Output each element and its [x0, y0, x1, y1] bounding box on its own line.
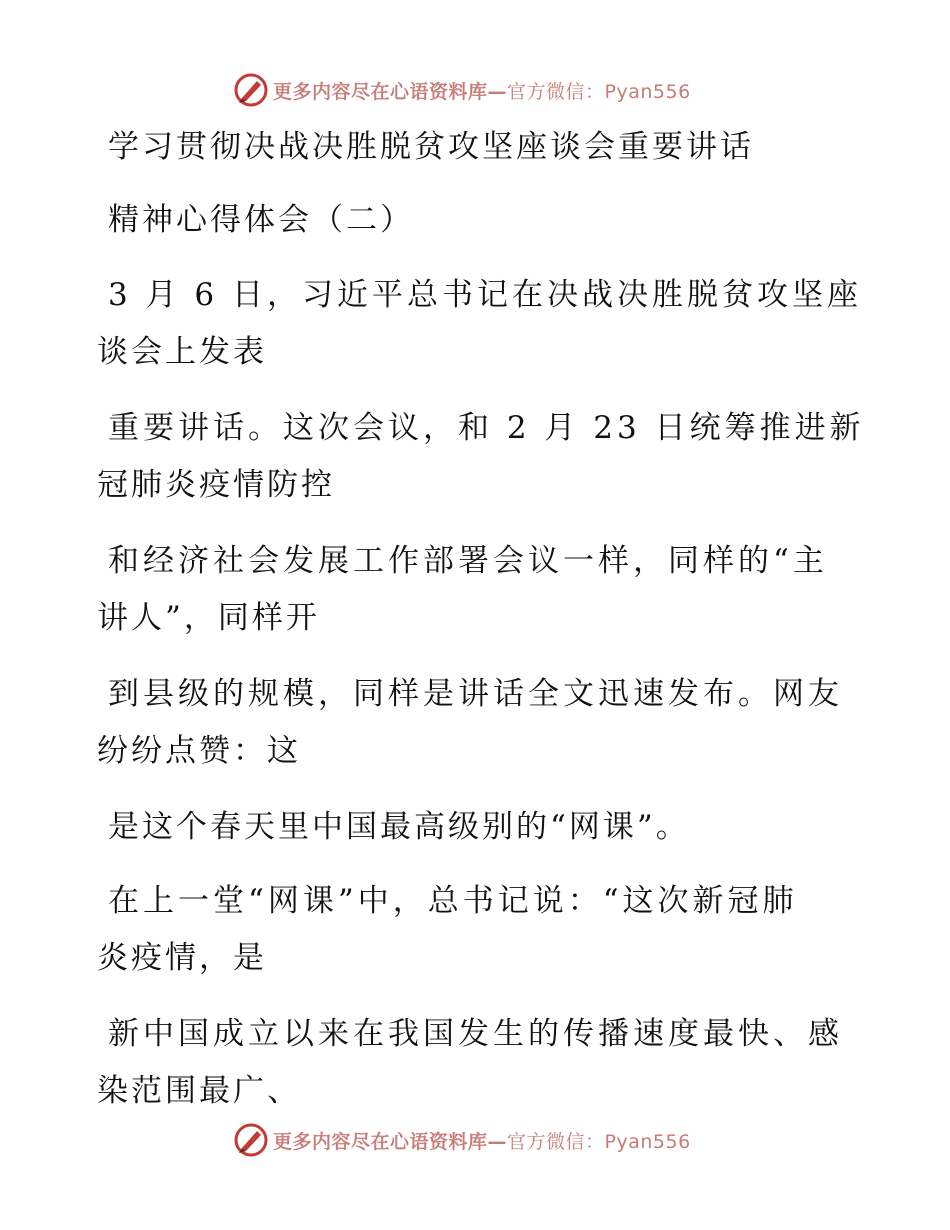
- pen-logo-icon: [233, 1122, 269, 1158]
- watermark-site-text: 更多内容尽在心语资料库—: [273, 80, 508, 103]
- body-line-6: 讲人”，同样开: [97, 600, 320, 636]
- body-line-1: 3 月 6 日，习近平总书记在决战决胜脱贫攻坚座: [108, 277, 863, 313]
- watermark-text: [273, 1127, 691, 1154]
- body-line-2: 谈会上发表: [97, 334, 267, 370]
- pen-logo-icon: [233, 72, 269, 108]
- watermark-contact-text: 官方微信：Pyan556: [507, 1130, 691, 1153]
- body-line-3: 重要讲话。这次会议，和 2 月 23 日统筹推进新: [108, 410, 865, 446]
- body-line-11: 炎疫情，是: [97, 940, 267, 976]
- body-line-13: 染范围最广、: [97, 1073, 301, 1109]
- watermark-banner-bottom: [233, 1120, 691, 1160]
- body-line-5: 和经济社会发展工作部署会议一样，同样的“主: [108, 543, 828, 579]
- body-line-8: 纷纷点赞：这: [97, 733, 301, 769]
- document-title-line-2: 精神心得体会（二）: [108, 202, 414, 238]
- body-line-4: 冠肺炎疫情防控: [97, 467, 335, 503]
- body-line-10: 在上一堂“网课”中，总书记说：“这次新冠肺: [108, 883, 798, 919]
- body-line-9: 是这个春天里中国最高级别的“网课”。: [108, 809, 690, 845]
- watermark-text: [273, 77, 691, 104]
- body-line-7: 到县级的规模，同样是讲话全文迅速发布。网友: [108, 676, 843, 712]
- body-line-12: 新中国成立以来在我国发生的传播速度最快、感: [108, 1016, 843, 1052]
- document-title-line-1: 学习贯彻决战决胜脱贫攻坚座谈会重要讲话: [108, 129, 754, 165]
- watermark-contact-text: 官方微信：Pyan556: [507, 80, 691, 103]
- watermark-site-text: 更多内容尽在心语资料库—: [273, 1130, 508, 1153]
- watermark-banner-top: [233, 70, 691, 110]
